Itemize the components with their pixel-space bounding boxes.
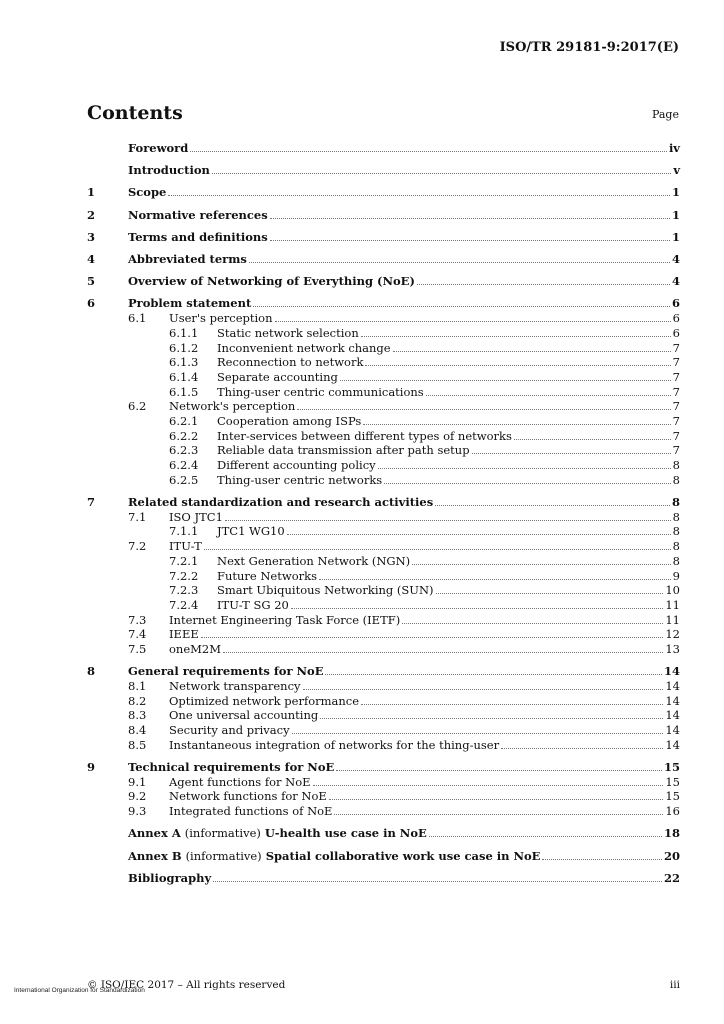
dot-leader (361, 336, 671, 337)
toc-entry[interactable] (87, 664, 680, 679)
dot-leader (542, 859, 662, 860)
toc-entry-title: Abbreviated terms (128, 252, 247, 267)
toc-entry-page: 16 (665, 804, 680, 819)
toc-entry-title: Optimized network performance (169, 693, 360, 708)
toc-entry-number: 7.5 (128, 642, 147, 657)
toc-entry-title: Thing-user centric communications (217, 384, 424, 399)
toc-entry-title: Network transparency (169, 679, 301, 693)
toc-entry-page: 20 (663, 848, 680, 863)
toc-entry-number: 8.5 (128, 737, 147, 752)
toc-entry-page: iv (668, 141, 680, 155)
toc-entry[interactable] (87, 414, 680, 429)
dot-leader (361, 704, 663, 705)
toc-entry-title: Technical requirements for NoE (128, 760, 335, 775)
toc-entry-title: ITU-T (169, 539, 202, 554)
toc-entry-page: 11 (665, 612, 680, 627)
toc-entry-page: 4 (671, 274, 680, 289)
toc-entry-page: 18 (663, 826, 680, 841)
toc-entry-title: Internet Engineering Task Force (IETF) (169, 612, 401, 627)
toc-entry-page: 6 (671, 296, 680, 311)
toc-entry-title: Cooperation among ISPs (217, 414, 362, 429)
toc-entry-title: Thing-user centric networks (217, 472, 383, 487)
toc-entry[interactable] (87, 871, 680, 886)
toc-entry-number: 2 (87, 207, 96, 222)
toc-entry-page: v (673, 163, 680, 178)
toc-entry-page: 7 (672, 340, 680, 355)
toc-entry-title: Network's perception (169, 399, 296, 414)
dot-leader (417, 284, 670, 285)
toc-entry[interactable] (87, 429, 680, 444)
toc-entry-number: 7.2.4 (169, 597, 199, 612)
dot-leader (426, 395, 671, 396)
toc-entry-title: Reliable data transmission after path setup (217, 443, 470, 458)
toc-entry-page: 8 (672, 539, 680, 554)
dot-leader (412, 564, 671, 565)
toc-entry-title: Annex A (informative) U-health use case in NoE (128, 826, 427, 841)
dot-leader (340, 380, 671, 381)
toc-entry-title: Smart Ubiquitous Networking (SUN) (217, 583, 434, 598)
page-number: iii (669, 979, 680, 991)
copyright-notice: © ISO/IEC 2017 – All rights reserved (87, 979, 286, 991)
toc-entry-page: 7 (672, 428, 680, 443)
dot-leader (313, 785, 664, 786)
toc-entry-number: 7.1 (128, 509, 147, 524)
toc-entry-title: Different accounting policy (217, 458, 376, 473)
toc-entry-number: 6.1.3 (169, 355, 199, 370)
toc-entry-number: 9.1 (128, 774, 147, 789)
toc-entry-page: 11 (665, 597, 680, 612)
toc-entry[interactable] (87, 613, 680, 628)
dot-leader (384, 483, 670, 484)
dot-leader (190, 151, 667, 152)
toc-entry-title: Terms and definitions (128, 229, 268, 244)
toc-entry-number: 6 (87, 296, 96, 311)
dot-leader (436, 593, 664, 594)
toc-entry-page: 7 (672, 414, 680, 429)
toc-entry-page: 15 (665, 774, 680, 789)
toc-entry-number: 7.2.3 (169, 583, 199, 598)
dot-leader (291, 608, 664, 609)
document-id: ISO/TR 29181-9:2017(E) (499, 40, 679, 55)
dot-leader (435, 505, 670, 506)
toc-entry-number: 7.2 (128, 539, 147, 554)
toc-entry-page: 14 (665, 708, 680, 723)
toc-entry[interactable] (87, 804, 680, 819)
toc-entry[interactable] (87, 252, 680, 267)
toc-entry-page: 10 (665, 583, 680, 598)
toc-entry-title: Security and privacy (169, 723, 290, 738)
toc-entry[interactable] (87, 208, 680, 223)
toc-entry[interactable] (87, 296, 680, 311)
toc-entry[interactable] (87, 775, 680, 790)
toc-entry-number: 9.3 (128, 804, 147, 819)
toc-entry[interactable] (87, 473, 680, 488)
toc-entry[interactable] (87, 708, 680, 723)
toc-entry-title: Reconnection to network (217, 355, 364, 370)
toc-entry-page: 6 (672, 311, 680, 326)
dot-leader (514, 439, 671, 440)
toc-entry-page: 8 (671, 495, 680, 510)
toc-entry-title: Problem statement (128, 296, 252, 311)
toc-entry[interactable] (87, 326, 680, 341)
toc-entry[interactable] (87, 554, 680, 569)
toc-entry-page: 7 (672, 399, 680, 414)
toc-entry-title: IEEE (169, 627, 199, 642)
toc-entry-page: 14 (665, 723, 680, 738)
toc-entry-title: Introduction (128, 163, 210, 178)
toc-entry-number: 6.2.2 (169, 428, 199, 443)
toc-entry-number: 7 (87, 495, 96, 510)
toc-entry-number: 3 (87, 229, 96, 244)
toc-entry[interactable] (87, 399, 680, 414)
toc-entry-title: Future Networks (217, 568, 317, 583)
toc-entry-title: User's perception (169, 311, 273, 326)
toc-entry[interactable] (87, 849, 680, 864)
dot-leader (212, 173, 671, 174)
toc-entry-page: 14 (663, 664, 680, 679)
dot-leader (472, 453, 671, 454)
toc-entry-title: Agent functions for NoE (169, 774, 311, 789)
annex-type-note: (informative) (184, 826, 261, 841)
dot-leader (325, 674, 662, 675)
toc-entry-number: 6.2.1 (169, 414, 199, 429)
toc-entry-page: 15 (663, 760, 680, 775)
toc-entry-title: ITU-T SG 20 (217, 597, 289, 612)
toc-entry-number: 9 (87, 760, 96, 775)
dot-leader (204, 549, 671, 550)
toc-entry-number: 6.2.4 (169, 458, 199, 473)
toc-entry-title: General requirements for NoE (128, 664, 324, 679)
toc-entry-title: Network functions for NoE (169, 789, 327, 804)
toc-entry-page: 12 (665, 627, 680, 642)
dot-leader (292, 733, 664, 734)
toc-entry-title: Next Generation Network (NGN) (217, 553, 411, 568)
dot-leader (402, 623, 663, 624)
toc-entry[interactable] (87, 458, 680, 473)
toc-entry-page: 8 (672, 553, 680, 568)
toc-entry[interactable] (87, 495, 680, 510)
toc-entry-title: Foreword (128, 141, 189, 155)
dot-leader (365, 365, 670, 366)
toc-entry[interactable] (87, 723, 680, 738)
dot-leader (225, 520, 671, 521)
toc-entry-title: Integrated functions of NoE (169, 804, 333, 819)
toc-entry-page: 13 (665, 642, 680, 657)
dot-leader (501, 748, 663, 749)
toc-entry-title: Separate accounting (217, 369, 338, 384)
toc-entry-title: Inter-services between different types of networks (217, 428, 512, 443)
dot-leader (429, 836, 662, 837)
toc-entry-number: 7.2.2 (169, 568, 199, 583)
contents-heading: Contents (87, 102, 183, 124)
toc-entry-title: ISO JTC1 (169, 509, 223, 524)
toc-entry-number: 6.1.5 (169, 384, 199, 399)
organization-watermark: International Organization for Standardization (14, 987, 145, 994)
page-column-label: Page (651, 108, 679, 121)
toc-entry[interactable] (87, 642, 680, 657)
toc-entry-number: 6.2 (128, 399, 147, 414)
dot-leader (275, 321, 671, 322)
annex-type-note: (informative) (185, 848, 262, 863)
toc-entry-page: 1 (671, 207, 680, 222)
toc-entry-number: 7.3 (128, 612, 147, 627)
toc-entry-number: 6.1.1 (169, 325, 199, 340)
toc-entry[interactable] (87, 789, 680, 804)
toc-entry[interactable] (87, 598, 680, 613)
toc-entry-number: 8.4 (128, 723, 147, 738)
dot-leader (329, 799, 664, 800)
toc-entry-page: 7 (672, 369, 680, 384)
toc-entry-title: Instantaneous integration of networks for the thing-user (169, 737, 500, 752)
toc-entry-title: Related standardization and research activities (128, 495, 434, 510)
toc-entry[interactable] (87, 163, 680, 178)
toc-entry-page: 8 (672, 509, 680, 524)
toc-entry-number: 8.1 (128, 679, 147, 693)
toc-entry[interactable] (87, 274, 680, 289)
dot-leader (336, 770, 662, 771)
toc-entry[interactable] (87, 627, 680, 642)
dot-leader (270, 218, 670, 219)
dot-leader (320, 718, 663, 719)
dot-leader (334, 814, 663, 815)
toc-entry[interactable] (87, 385, 680, 400)
toc-entry-page: 4 (671, 252, 680, 267)
dot-leader (253, 306, 670, 307)
toc-entry-title: One universal accounting (169, 708, 319, 723)
dot-leader (213, 881, 662, 882)
toc-entry[interactable] (87, 230, 680, 245)
dot-leader (201, 637, 664, 638)
toc-entry-title: Static network selection (217, 325, 359, 340)
toc-entry-page: 9 (672, 568, 680, 583)
toc-entry[interactable] (87, 311, 680, 326)
toc-entry-number: 6.2.3 (169, 443, 199, 458)
toc-entry-page: 8 (672, 472, 680, 487)
toc-entry-number: 7.2.1 (169, 553, 199, 568)
toc-entry-number: 6.1.4 (169, 369, 199, 384)
toc-entry[interactable] (87, 569, 680, 584)
dot-leader (303, 689, 664, 690)
toc-entry[interactable] (87, 341, 680, 356)
toc-entry-title: JTC1 WG10 (217, 524, 285, 539)
toc-entry-page: 6 (672, 325, 680, 340)
toc-entry-page: 7 (672, 443, 680, 458)
dot-leader (223, 652, 663, 653)
toc-entry-number: 8.2 (128, 693, 147, 708)
toc-entry-page: 8 (672, 458, 680, 473)
toc-entry[interactable] (87, 185, 680, 200)
toc-entry[interactable] (87, 524, 680, 539)
toc-entry-title: Overview of Networking of Everything (NoE) (128, 274, 415, 289)
toc-entry[interactable] (87, 443, 680, 458)
dot-leader (393, 351, 671, 352)
toc-entry[interactable] (87, 679, 680, 694)
toc-entry[interactable] (87, 510, 680, 525)
toc-entry-number: 9.2 (128, 789, 147, 804)
toc-entry-page: 14 (665, 693, 680, 708)
dot-leader (297, 409, 670, 410)
toc-entry-page: 14 (665, 679, 680, 693)
toc-entry-title: Bibliography (128, 870, 212, 885)
toc-entry-page: 1 (671, 185, 680, 200)
dot-leader (287, 534, 671, 535)
toc-entry-page: 7 (672, 355, 680, 370)
toc-entry-number: 6.1.2 (169, 340, 199, 355)
dot-leader (270, 240, 670, 241)
dot-leader (168, 195, 670, 196)
toc-entry-number: 6.2.5 (169, 472, 199, 487)
toc-entry[interactable] (87, 694, 680, 709)
toc-entry-title: Normative references (128, 207, 268, 222)
toc-entry[interactable] (87, 583, 680, 598)
toc-entry[interactable] (87, 539, 680, 554)
toc-entry-number: 1 (87, 185, 96, 200)
toc-entry-page: 15 (665, 789, 680, 804)
toc-entry[interactable] (87, 738, 680, 753)
toc-entry-number: 8 (87, 664, 96, 679)
toc-entry-number: 7.4 (128, 627, 147, 642)
toc-entry[interactable] (87, 370, 680, 385)
toc-entry-title: Scope (128, 185, 167, 200)
toc-entry-page: 22 (663, 870, 680, 885)
toc-entry-number: 5 (87, 274, 96, 289)
toc-entry[interactable] (87, 760, 680, 775)
toc-entry-title: Inconvenient network change (217, 340, 391, 355)
toc-entry-number: 8.3 (128, 708, 147, 723)
toc-entry[interactable] (87, 355, 680, 370)
toc-entry[interactable] (87, 141, 680, 156)
toc-entry-number: 4 (87, 252, 96, 267)
toc-entry-page: 7 (672, 384, 680, 399)
toc-entry[interactable] (87, 826, 680, 841)
dot-leader (378, 468, 671, 469)
toc-entry-page: 8 (672, 524, 680, 539)
table-of-contents (87, 141, 680, 885)
toc-entry-page: 14 (665, 737, 680, 752)
dot-leader (319, 579, 671, 580)
toc-entry-number: 6.1 (128, 311, 147, 326)
dot-leader (363, 424, 670, 425)
toc-entry-number: 7.1.1 (169, 524, 199, 539)
toc-entry-title: Annex B (informative) Spatial collaborative work use case in NoE (128, 848, 541, 863)
toc-entry-page: 1 (671, 229, 680, 244)
dot-leader (249, 262, 670, 263)
toc-entry-title: oneM2M (169, 642, 222, 657)
